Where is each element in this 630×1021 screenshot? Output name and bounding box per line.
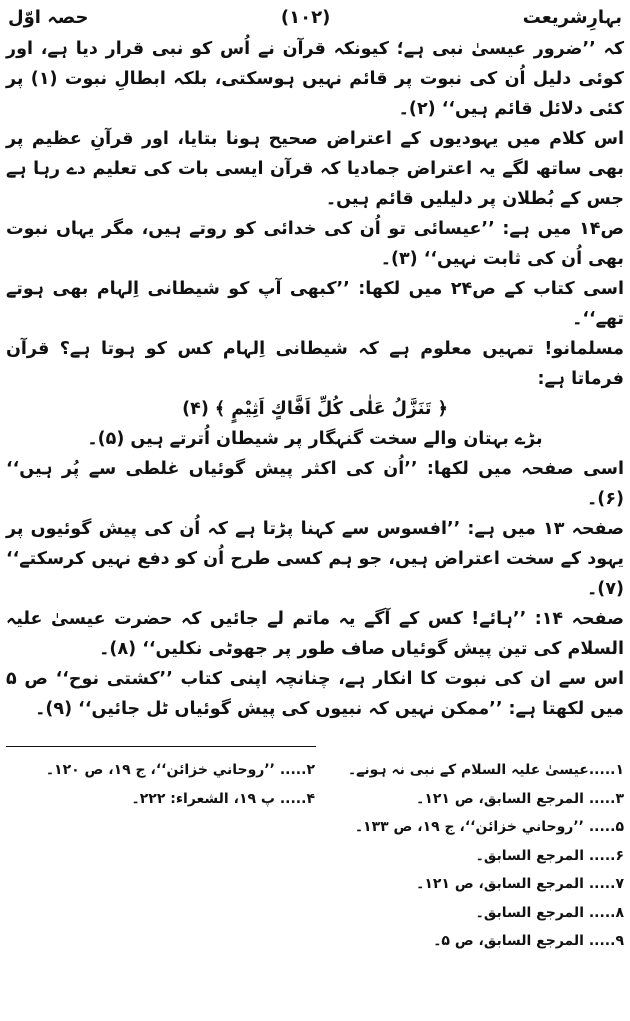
paragraph: کہ ’’ضرور عیسیٰ نبی ہے؛ کیونکہ قرآن نے اُس کو نبی قرار دیا ہے، اور کوئی دلیل اُن کی نبوت پر قائم نہیں ہوسکتی، بلکہ ابطالِ نبوت (۱) پر کئی دلائل قائم ہیں‘‘ (۲)۔ <box>6 39 624 119</box>
paragraph: صفحہ ۱۳ میں ہے: ’’افسوس سے کہنا پڑتا ہے کہ اُن کی پیش گوئیوں پر یہود کے سخت اعتراض ہیں، جو ہم کسی طرح اُن کو دفع نہیں کرسکتے‘‘ (۷)۔ <box>6 519 625 599</box>
footnote: ۲..... ’’روحاني خزائن‘‘، ج ۱۹، ص ۱۲۰۔ <box>45 762 315 778</box>
paragraph: اس سے ان کی نبوت کا انکار ہے، چنانچہ اپنی کتاب ’’کشتی نوح‘‘ ص ۵ میں لکھتا ہے: ’’ممکن نہیں کہ نبیوں کی پیش گوئیاں ٹل جائیں‘‘ (۹)۔ <box>6 669 624 719</box>
footnote-divider <box>6 746 316 747</box>
footnote: ۳..... المرجع السابق، ص ۱۲۱۔ <box>416 790 624 807</box>
footnote: ۵..... ’’روحاني خزائن‘‘، ج ۱۹، ص ۱۳۳۔ <box>354 819 624 835</box>
paragraph: مسلمانو! تمہیں معلوم ہے کہ شیطانی اِلہام کس کو ہوتا ہے؟ قرآن فرماتا ہے: <box>6 339 624 389</box>
paragraph: اسی کتاب کے ص۲۴ میں لکھا: ’’کبھی آپ کو شیطانی اِلہام بھی ہوتے تھے‘‘۔ <box>6 279 625 329</box>
page-header <box>8 2 622 32</box>
paragraph: اس کلام میں یہودیوں کے اعتراض صحیح ہونا بتایا، اور قرآنِ عظیم پر بھی ساتھ لگے یہ اعتراض جمادیا کہ قرآن ایسی بات کی تعلیم دے رہا ہے جس کے بُطلان پر دلیلیں قائم ہیں۔ <box>6 129 624 209</box>
footnote: ۹..... المرجع السابق، ص ۵۔ <box>433 933 624 949</box>
quran-verse: ﴿ تَنَزَّلُ عَلٰى كُلِّ اَفَّاكٍ اَثِيْمٍ ﴾ (۴) <box>182 399 448 419</box>
footnote: ۷..... المرجع السابق، ص ۱۲۱۔ <box>416 876 624 892</box>
footnote: ۸..... المرجع السابق۔ <box>475 904 624 921</box>
main-text <box>6 34 624 734</box>
footnote: ۶..... المرجع السابق۔ <box>475 847 624 864</box>
page-number: (۱۰۲) <box>280 6 331 28</box>
paragraph: ص۱۴ میں ہے: ’’عیسائی تو اُن کی خدائی کو روتے ہیں، مگر یہاں نبوت بھی اُن کی ثابت نہیں‘‘ (۳)۔ <box>6 219 624 269</box>
paragraph: صفحہ ۱۴: ’’ہائے! کس کے آگے یہ ماتم لے جائیں کہ حضرت عیسیٰ علیہ السلام کی تین پیش گوئیاں صاف طور پر جھوٹی نکلیں‘‘ (۸)۔ <box>6 609 624 659</box>
footnote: ۱.....عیسیٰ علیہ السلام کے نبی نہ ہونے۔ <box>347 762 624 778</box>
verse-translation: بڑے بہتان والے سخت گنہگار پر شیطان اُترتے ہیں (۵)۔ <box>87 429 543 449</box>
paragraph: اسی صفحہ میں لکھا: ’’اُن کی اکثر پیش گوئیاں غلطی سے پُر ہیں‘‘ (۶)۔ <box>6 459 624 509</box>
part-label: حصہ اوّل <box>8 6 89 28</box>
footnote: ۴..... پ ۱۹، الشعراء: ۲۲۲۔ <box>131 790 315 807</box>
footnotes <box>6 756 624 1017</box>
book-title: بہارِشریعت <box>522 6 622 28</box>
